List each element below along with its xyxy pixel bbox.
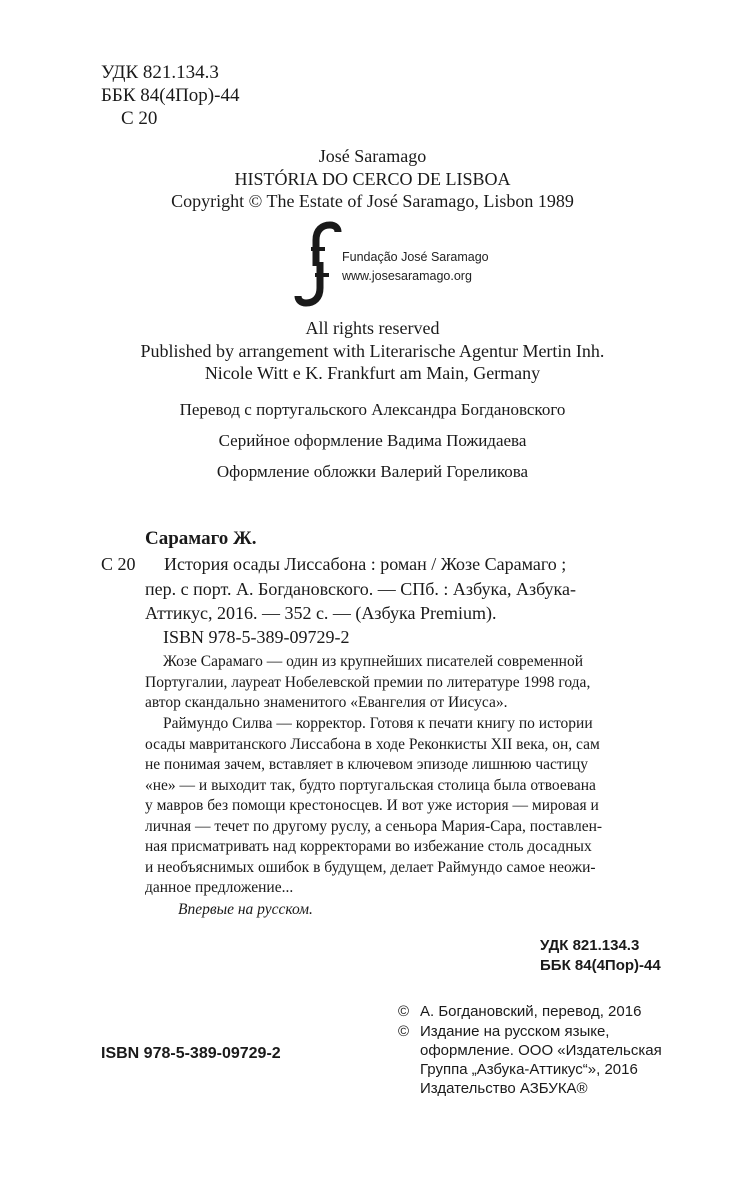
original-author: José Saramago bbox=[318, 146, 427, 166]
isbn-bottom: ISBN 978-5-389-09729-2 bbox=[101, 1045, 281, 1062]
copyright-symbol: © bbox=[398, 1023, 410, 1040]
catalog-line-1: История осады Лиссабона : роман / Жозе Сарамаго ; bbox=[164, 554, 567, 574]
cover-design-credit: Оформление обложки Валерий Гореликова bbox=[216, 462, 529, 481]
catalog-heading: Сарамаго Ж. bbox=[145, 528, 257, 549]
annotation-line: Португалии, лауреат Нобелевской премии по литературе 1998 года, bbox=[145, 674, 591, 691]
foundation-logo-icon bbox=[290, 218, 350, 310]
copyright-edition-line3: Группа „Азбука-Аттикус“», 2016 bbox=[420, 1061, 638, 1078]
publication-note-line1: Published by arrangement with Literarische Agentur Mertin Inh. bbox=[140, 341, 605, 361]
first-time-note: Впервые на русском. bbox=[178, 901, 313, 918]
rights-reserved: All rights reserved bbox=[305, 318, 440, 338]
bbk-code: ББК 84(4Пор)-44 bbox=[101, 85, 240, 106]
copyright-publisher: Издательство АЗБУКА® bbox=[420, 1080, 588, 1097]
annotation-line: «не» — и выходит так, будто португальская столица была отвоевана bbox=[145, 777, 596, 794]
catalog-line-2: пер. с порт. А. Богдановского. — СПб. : Азбука, Азбука- bbox=[145, 579, 577, 599]
copyright-edition-line1: Издание на русском языке, bbox=[420, 1023, 610, 1040]
translation-credit: Перевод с португальского Александра Богдановского bbox=[179, 400, 566, 419]
author-mark: С 20 bbox=[121, 108, 158, 129]
foundation-site: www.josesaramago.org bbox=[342, 269, 472, 283]
original-copyright: Copyright © The Estate of José Saramago, Lisbon 1989 bbox=[171, 191, 574, 211]
copyright-edition-line2: оформление. ООО «Издательская bbox=[420, 1042, 662, 1059]
bbk-code-bottom: ББК 84(4Пор)-44 bbox=[540, 957, 661, 974]
annotation-line: осады мавританского Лиссабона в ходе Реконкисты XII века, он, сам bbox=[145, 736, 600, 753]
copyright-translation: А. Богдановский, перевод, 2016 bbox=[420, 1003, 642, 1020]
annotation-line: Жозе Сарамаго — один из крупнейших писателей современной bbox=[163, 653, 583, 670]
annotation-line: данное предложение... bbox=[145, 879, 294, 896]
series-design-credit: Серийное оформление Вадима Пожидаева bbox=[218, 431, 527, 450]
annotation-line: Раймундо Силва — корректор. Готовя к печати книгу по истории bbox=[163, 715, 593, 732]
foundation-name: Fundação José Saramago bbox=[342, 250, 489, 264]
catalog-code: С 20 bbox=[101, 554, 136, 574]
udk-code: УДК 821.134.3 bbox=[101, 62, 219, 83]
annotation-line: не понимая зачем, вставляет в ключевом эпизоде лишнюю частицу bbox=[145, 756, 588, 773]
original-title: HISTÓRIA DO CERCO DE LISBOA bbox=[234, 169, 511, 189]
annotation-line: и необъяснимых ошибок в будущем, делает Раймундо самое неожи- bbox=[145, 859, 596, 876]
annotation-line: личная — течет по другому руслу, а сеньора Мария-Сара, поставлен- bbox=[145, 818, 603, 835]
annotation-line: ная присматривать над корректорами во избежание столь досадных bbox=[145, 838, 592, 855]
catalog-line-3: Аттикус, 2016. — 352 с. — (Азбука Premium). bbox=[145, 603, 497, 623]
annotation-line: автор скандально знаменитого «Евангелия от Иисуса». bbox=[145, 694, 508, 711]
annotation-line: у мавров без помощи крестоносцев. И вот уже история — мировая и bbox=[145, 797, 599, 814]
catalog-isbn: ISBN 978-5-389-09729-2 bbox=[163, 627, 350, 647]
udk-code-bottom: УДК 821.134.3 bbox=[540, 937, 640, 954]
copyright-symbol: © bbox=[398, 1003, 410, 1020]
publication-note-line2: Nicole Witt e K. Frankfurt am Main, Germany bbox=[204, 363, 541, 383]
